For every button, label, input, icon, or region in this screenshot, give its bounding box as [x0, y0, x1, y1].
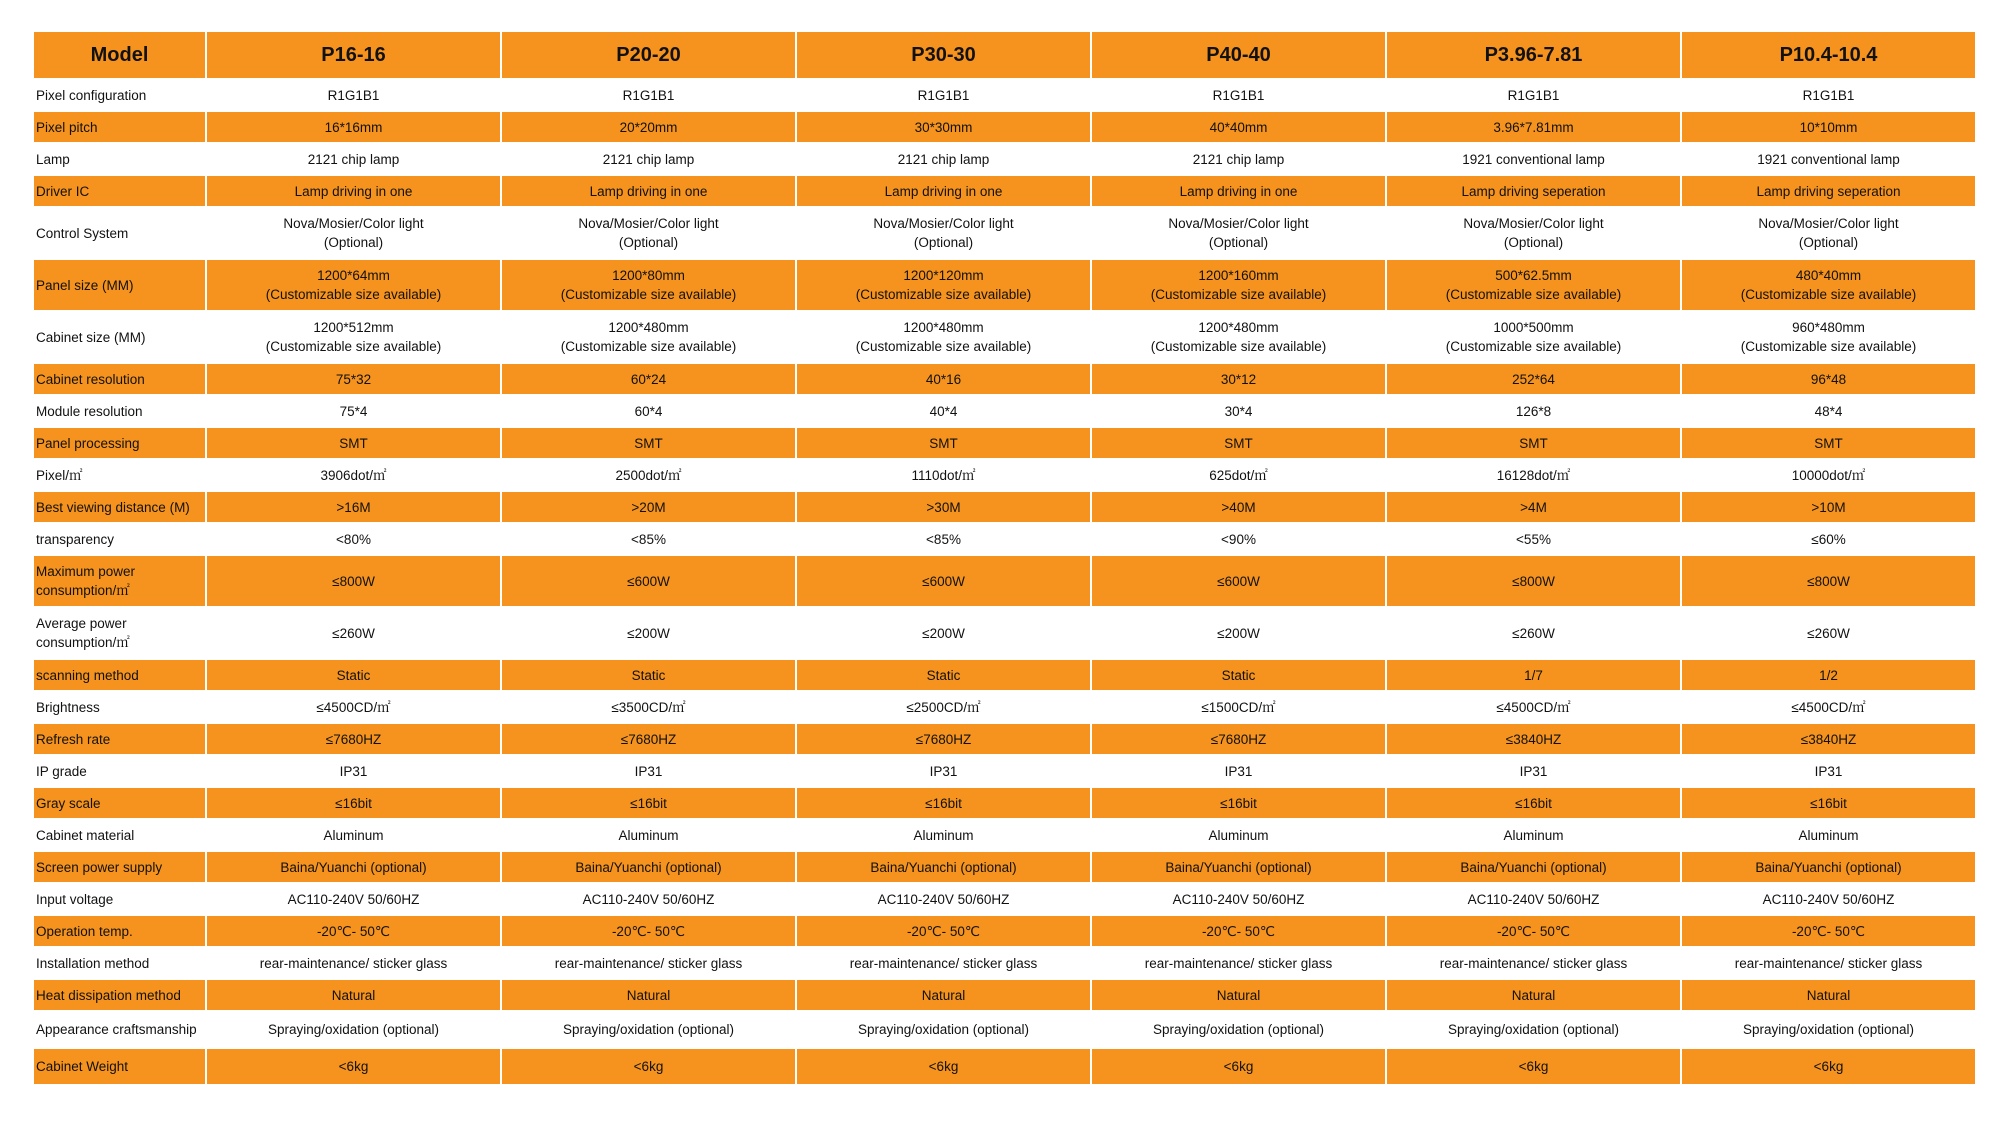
table-cell: Natural — [501, 979, 796, 1011]
row-label: Cabinet material — [34, 819, 206, 851]
row-label: Average power consumption/㎡ — [34, 607, 206, 659]
table-row — [34, 607, 1976, 659]
table-cell: SMT — [206, 427, 501, 459]
row-label: Maximum power consumption/㎡ — [34, 555, 206, 607]
table-cell: -20℃- 50℃ — [1091, 915, 1386, 947]
table-cell: Aluminum — [206, 819, 501, 851]
table-cell: Baina/Yuanchi (optional) — [206, 851, 501, 883]
row-label: Operation temp. — [34, 915, 206, 947]
table-cell: 3906dot/㎡ — [206, 459, 501, 491]
table-cell: >30M — [796, 491, 1091, 523]
row-label: Pixel configuration — [34, 79, 206, 111]
table-cell: ≤200W — [796, 607, 1091, 659]
table-cell: ≤200W — [1091, 607, 1386, 659]
table-cell: 1000*500mm (Customizable size available) — [1386, 311, 1681, 363]
table-cell: rear-maintenance/ sticker glass — [796, 947, 1091, 979]
table-cell: Spraying/oxidation (optional) — [1091, 1011, 1386, 1048]
table-cell: ≤16bit — [206, 787, 501, 819]
table-cell: R1G1B1 — [501, 79, 796, 111]
table-cell: 75*4 — [206, 395, 501, 427]
row-label: Brightness — [34, 691, 206, 723]
table-row — [34, 363, 1976, 395]
table-cell: >20M — [501, 491, 796, 523]
table-cell: Natural — [206, 979, 501, 1011]
row-label: Panel processing — [34, 427, 206, 459]
header-cell-model-3: P30-30 — [796, 32, 1091, 79]
table-cell: <80% — [206, 523, 501, 555]
table-cell: ≤800W — [1386, 555, 1681, 607]
row-label: IP grade — [34, 755, 206, 787]
table-cell: >4M — [1386, 491, 1681, 523]
table-cell: -20℃- 50℃ — [501, 915, 796, 947]
table-cell: -20℃- 50℃ — [796, 915, 1091, 947]
row-label: Screen power supply — [34, 851, 206, 883]
table-cell: ≤600W — [501, 555, 796, 607]
table-cell: 1200*480mm (Customizable size available) — [1091, 311, 1386, 363]
table-cell: ≤260W — [1681, 607, 1976, 659]
table-cell: AC110-240V 50/60HZ — [796, 883, 1091, 915]
table-row — [34, 819, 1976, 851]
table-cell: 60*24 — [501, 363, 796, 395]
table-cell: ≤60% — [1681, 523, 1976, 555]
table-cell: Static — [796, 659, 1091, 691]
table-cell: Static — [206, 659, 501, 691]
row-label: Input voltage — [34, 883, 206, 915]
table-cell: ≤3840HZ — [1681, 723, 1976, 755]
table-cell: rear-maintenance/ sticker glass — [501, 947, 796, 979]
table-cell: 2121 chip lamp — [796, 143, 1091, 175]
row-label: transparency — [34, 523, 206, 555]
table-cell: R1G1B1 — [796, 79, 1091, 111]
header-cell-model: Model — [34, 32, 206, 79]
table-cell: ≤200W — [501, 607, 796, 659]
table-row — [34, 207, 1976, 259]
row-label: Cabinet size (MM) — [34, 311, 206, 363]
table-row — [34, 459, 1976, 491]
table-cell: rear-maintenance/ sticker glass — [206, 947, 501, 979]
row-label: Cabinet resolution — [34, 363, 206, 395]
table-cell: AC110-240V 50/60HZ — [501, 883, 796, 915]
table-cell: AC110-240V 50/60HZ — [1091, 883, 1386, 915]
table-cell: <6kg — [1091, 1048, 1386, 1085]
row-label: Cabinet Weight — [34, 1048, 206, 1085]
table-cell: ≤7680HZ — [206, 723, 501, 755]
table-cell: Lamp driving seperation — [1681, 175, 1976, 207]
table-row — [34, 311, 1976, 363]
table-cell: 480*40mm (Customizable size available) — [1681, 259, 1976, 311]
table-cell: Aluminum — [1386, 819, 1681, 851]
table-cell: 2121 chip lamp — [206, 143, 501, 175]
table-row — [34, 259, 1976, 311]
spec-table — [34, 32, 1977, 1086]
table-cell: ≤7680HZ — [1091, 723, 1386, 755]
header-cell-model-5: P3.96-7.81 — [1386, 32, 1681, 79]
row-label: Heat dissipation method — [34, 979, 206, 1011]
table-cell: Natural — [1386, 979, 1681, 1011]
table-cell: ≤16bit — [1091, 787, 1386, 819]
table-cell: ≤7680HZ — [796, 723, 1091, 755]
table-cell: 500*62.5mm (Customizable size available) — [1386, 259, 1681, 311]
table-cell: 40*4 — [796, 395, 1091, 427]
header-row — [34, 32, 1976, 79]
table-cell: >16M — [206, 491, 501, 523]
table-cell: IP31 — [796, 755, 1091, 787]
table-cell: 625dot/㎡ — [1091, 459, 1386, 491]
table-row — [34, 79, 1976, 111]
row-label: Pixel/㎡ — [34, 459, 206, 491]
table-cell: Spraying/oxidation (optional) — [796, 1011, 1091, 1048]
table-cell: 3.96*7.81mm — [1386, 111, 1681, 143]
header-cell-model-2: P20-20 — [501, 32, 796, 79]
header-cell-model-1: P16-16 — [206, 32, 501, 79]
table-cell: Natural — [1091, 979, 1386, 1011]
table-cell: <6kg — [1681, 1048, 1976, 1085]
table-cell: 1200*120mm (Customizable size available) — [796, 259, 1091, 311]
table-cell: ≤4500CD/㎡ — [206, 691, 501, 723]
table-cell: ≤16bit — [1681, 787, 1976, 819]
table-cell: AC110-240V 50/60HZ — [206, 883, 501, 915]
table-cell: <6kg — [796, 1048, 1091, 1085]
table-row — [34, 111, 1976, 143]
table-cell: ≤3500CD/㎡ — [501, 691, 796, 723]
table-cell: 1200*64mm (Customizable size available) — [206, 259, 501, 311]
table-cell: -20℃- 50℃ — [206, 915, 501, 947]
table-cell: 40*40mm — [1091, 111, 1386, 143]
spec-table-body — [34, 79, 1976, 1085]
table-row — [34, 427, 1976, 459]
table-cell: ≤16bit — [501, 787, 796, 819]
table-cell: <55% — [1386, 523, 1681, 555]
table-cell: Lamp driving in one — [1091, 175, 1386, 207]
header-cell-model-4: P40-40 — [1091, 32, 1386, 79]
table-cell: <6kg — [501, 1048, 796, 1085]
table-cell: 30*4 — [1091, 395, 1386, 427]
row-label: Appearance craftsmanship — [34, 1011, 206, 1048]
table-cell: Baina/Yuanchi (optional) — [1681, 851, 1976, 883]
table-cell: 2121 chip lamp — [1091, 143, 1386, 175]
table-cell: SMT — [501, 427, 796, 459]
table-cell: rear-maintenance/ sticker glass — [1386, 947, 1681, 979]
table-cell: ≤4500CD/㎡ — [1681, 691, 1976, 723]
table-row — [34, 691, 1976, 723]
table-cell: 2121 chip lamp — [501, 143, 796, 175]
table-row — [34, 915, 1976, 947]
row-label: Pixel pitch — [34, 111, 206, 143]
table-cell: SMT — [796, 427, 1091, 459]
table-cell: Aluminum — [1681, 819, 1976, 851]
table-cell: Baina/Yuanchi (optional) — [1091, 851, 1386, 883]
table-cell: IP31 — [206, 755, 501, 787]
table-cell: 960*480mm (Customizable size available) — [1681, 311, 1976, 363]
table-cell: Nova/Mosier/Color light (Optional) — [1386, 207, 1681, 259]
table-cell: Spraying/oxidation (optional) — [206, 1011, 501, 1048]
table-cell: ≤16bit — [1386, 787, 1681, 819]
table-cell: ≤4500CD/㎡ — [1386, 691, 1681, 723]
table-row — [34, 143, 1976, 175]
table-cell: R1G1B1 — [1091, 79, 1386, 111]
table-cell: Static — [1091, 659, 1386, 691]
table-row — [34, 883, 1976, 915]
row-label: Panel size (MM) — [34, 259, 206, 311]
table-cell: Nova/Mosier/Color light (Optional) — [501, 207, 796, 259]
table-cell: SMT — [1386, 427, 1681, 459]
table-cell: <6kg — [1386, 1048, 1681, 1085]
table-cell: ≤600W — [796, 555, 1091, 607]
row-label: Driver IC — [34, 175, 206, 207]
table-cell: IP31 — [1386, 755, 1681, 787]
table-cell: -20℃- 50℃ — [1386, 915, 1681, 947]
table-row — [34, 659, 1976, 691]
table-cell: ≤16bit — [796, 787, 1091, 819]
table-cell: 1200*480mm (Customizable size available) — [501, 311, 796, 363]
table-cell: 1200*480mm (Customizable size available) — [796, 311, 1091, 363]
table-cell: 40*16 — [796, 363, 1091, 395]
table-cell: SMT — [1681, 427, 1976, 459]
row-label: Best viewing distance (M) — [34, 491, 206, 523]
header-cell-model-6: P10.4-10.4 — [1681, 32, 1976, 79]
table-cell: Aluminum — [796, 819, 1091, 851]
table-cell: 1200*512mm (Customizable size available) — [206, 311, 501, 363]
table-cell: rear-maintenance/ sticker glass — [1091, 947, 1386, 979]
table-cell: Nova/Mosier/Color light (Optional) — [796, 207, 1091, 259]
table-cell: Baina/Yuanchi (optional) — [796, 851, 1091, 883]
table-cell: >40M — [1091, 491, 1386, 523]
table-cell: Spraying/oxidation (optional) — [501, 1011, 796, 1048]
table-cell: ≤3840HZ — [1386, 723, 1681, 755]
table-cell: 96*48 — [1681, 363, 1976, 395]
row-label: Lamp — [34, 143, 206, 175]
table-cell: 1200*160mm (Customizable size available) — [1091, 259, 1386, 311]
table-cell: IP31 — [1091, 755, 1386, 787]
table-cell: Lamp driving in one — [501, 175, 796, 207]
table-cell: Natural — [1681, 979, 1976, 1011]
table-cell: Nova/Mosier/Color light (Optional) — [1681, 207, 1976, 259]
table-cell: 1921 conventional lamp — [1386, 143, 1681, 175]
table-cell: 30*30mm — [796, 111, 1091, 143]
table-row — [34, 523, 1976, 555]
table-cell: 20*20mm — [501, 111, 796, 143]
table-cell: 48*4 — [1681, 395, 1976, 427]
table-cell: <6kg — [206, 1048, 501, 1085]
table-cell: Natural — [796, 979, 1091, 1011]
table-row — [34, 1011, 1976, 1048]
table-row — [34, 755, 1976, 787]
table-cell: Aluminum — [501, 819, 796, 851]
table-cell: rear-maintenance/ sticker glass — [1681, 947, 1976, 979]
row-label: Module resolution — [34, 395, 206, 427]
table-cell: ≤800W — [1681, 555, 1976, 607]
table-cell: 252*64 — [1386, 363, 1681, 395]
table-row — [34, 947, 1976, 979]
table-cell: Nova/Mosier/Color light (Optional) — [206, 207, 501, 259]
table-row — [34, 555, 1976, 607]
table-cell: 10*10mm — [1681, 111, 1976, 143]
table-cell: R1G1B1 — [1386, 79, 1681, 111]
table-cell: 1921 conventional lamp — [1681, 143, 1976, 175]
table-cell: AC110-240V 50/60HZ — [1681, 883, 1976, 915]
table-cell: 1110dot/㎡ — [796, 459, 1091, 491]
row-label: scanning method — [34, 659, 206, 691]
table-row — [34, 723, 1976, 755]
table-cell: ≤1500CD/㎡ — [1091, 691, 1386, 723]
row-label: Installation method — [34, 947, 206, 979]
table-cell: Lamp driving in one — [206, 175, 501, 207]
table-cell: 16*16mm — [206, 111, 501, 143]
table-cell: 1200*80mm (Customizable size available) — [501, 259, 796, 311]
table-cell: Baina/Yuanchi (optional) — [501, 851, 796, 883]
table-cell: 126*8 — [1386, 395, 1681, 427]
table-cell: <85% — [796, 523, 1091, 555]
row-label: Gray scale — [34, 787, 206, 819]
table-row — [34, 491, 1976, 523]
table-cell: Aluminum — [1091, 819, 1386, 851]
table-row — [34, 851, 1976, 883]
table-cell: ≤7680HZ — [501, 723, 796, 755]
row-label: Refresh rate — [34, 723, 206, 755]
table-cell: SMT — [1091, 427, 1386, 459]
table-cell: ≤260W — [206, 607, 501, 659]
table-row — [34, 1048, 1976, 1085]
table-cell: R1G1B1 — [206, 79, 501, 111]
table-cell: 60*4 — [501, 395, 796, 427]
table-cell: Baina/Yuanchi (optional) — [1386, 851, 1681, 883]
table-cell: Static — [501, 659, 796, 691]
table-cell: 1/7 — [1386, 659, 1681, 691]
table-row — [34, 787, 1976, 819]
table-cell: IP31 — [1681, 755, 1976, 787]
table-cell: 30*12 — [1091, 363, 1386, 395]
table-cell: 10000dot/㎡ — [1681, 459, 1976, 491]
table-cell: R1G1B1 — [1681, 79, 1976, 111]
table-cell: >10M — [1681, 491, 1976, 523]
table-cell: IP31 — [501, 755, 796, 787]
table-cell: ≤800W — [206, 555, 501, 607]
table-cell: ≤2500CD/㎡ — [796, 691, 1091, 723]
table-cell: <90% — [1091, 523, 1386, 555]
table-row — [34, 979, 1976, 1011]
table-cell: Lamp driving seperation — [1386, 175, 1681, 207]
table-cell: Nova/Mosier/Color light (Optional) — [1091, 207, 1386, 259]
table-cell: Spraying/oxidation (optional) — [1386, 1011, 1681, 1048]
table-cell: Lamp driving in one — [796, 175, 1091, 207]
table-cell: 16128dot/㎡ — [1386, 459, 1681, 491]
row-label: Control System — [34, 207, 206, 259]
table-row — [34, 395, 1976, 427]
table-row — [34, 175, 1976, 207]
table-cell: ≤260W — [1386, 607, 1681, 659]
table-cell: Spraying/oxidation (optional) — [1681, 1011, 1976, 1048]
table-cell: 2500dot/㎡ — [501, 459, 796, 491]
table-cell: -20℃- 50℃ — [1681, 915, 1976, 947]
table-cell: AC110-240V 50/60HZ — [1386, 883, 1681, 915]
table-cell: 1/2 — [1681, 659, 1976, 691]
table-cell: <85% — [501, 523, 796, 555]
table-cell: 75*32 — [206, 363, 501, 395]
table-cell: ≤600W — [1091, 555, 1386, 607]
